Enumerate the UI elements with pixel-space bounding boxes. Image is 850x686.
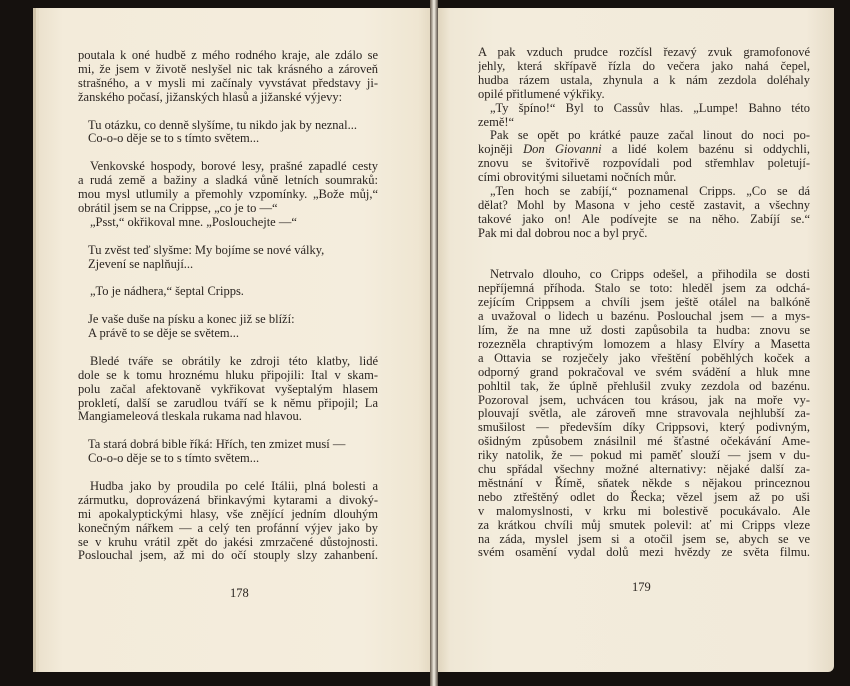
- text-line: ošidným způsobem znásilnil mé šťastné očekávání Ame-: [478, 434, 810, 449]
- verse-line: A právě to se děje se světem...: [88, 326, 239, 340]
- text-line: obrátil jsem se na Crippse, „co je to —“: [78, 200, 278, 215]
- text-line: cími obrovitými siluetami nočních můr.: [478, 170, 677, 185]
- text-line: dole se k tomu hroznému hluku připojili: Ital v skam-: [78, 367, 378, 382]
- text-line: se v kruhu vrátil zpět do jakési zmrzačené důstojnosti.: [78, 534, 378, 549]
- text-segment: a lidé kolem bazénu si oddychli,: [601, 142, 810, 157]
- text-line: Hudba jako by proudila po celé Itálii, plná bolesti a: [90, 478, 378, 493]
- text-line: na záda, myslel jsem si a otočil jsem se, abych se ve: [478, 531, 810, 546]
- text-line: odporný grand pokračoval ve svém svádění a hluk mne: [478, 364, 810, 379]
- italic-title: Don Giovanni: [523, 142, 602, 157]
- text-line: A pak vzduch prudce rozčísl řezavý zvuk gramofonové: [478, 45, 810, 59]
- text-line: zármutku, doprovázená břinkavými kytarami a divoký-: [78, 492, 378, 507]
- text-line: pohltil tak, že úplně přehlušil zvuky zezdola od bazénu.: [478, 378, 810, 393]
- text-line: a rudá země a bažiny a sladká vůně letních soumraků:: [78, 173, 378, 188]
- left-page: [33, 8, 432, 672]
- text-line: a Ottavia se rozječely jako vřeštění poběhlých koček a: [478, 350, 810, 365]
- verse-line: Tu zvěst teď slyšme: My bojíme se nové války,: [88, 242, 325, 257]
- verse-line: Zjevení se naplňují...: [88, 256, 194, 271]
- text-segment: kojněji: [478, 142, 524, 157]
- text-line: nebo ztřeštěný odlet do Řecka; vězel jsem až po uši: [478, 489, 810, 504]
- text-line: konečným nářkem — a celý ten profánní výjev jako by: [78, 520, 378, 535]
- text-line: země!“: [478, 114, 515, 129]
- text-line: takové jako on! Ale podívejte se na něho. Zabíjí se.“: [478, 211, 810, 226]
- text-line: prokletí, další se zarudlou tváří se k němu připojil; La: [78, 395, 378, 410]
- text-line: Pak mi dal dobrou noc a byl pryč.: [478, 225, 648, 240]
- text-line: a uvažoval o lidech u bazénu. Poslouchal jsem — a mys-: [478, 309, 810, 324]
- text-line: „Psst,“ okřikoval mne. „Poslouchejte —“: [90, 214, 297, 229]
- text-line: městnání v Římě, sňatek někde s nějakou princeznou: [478, 475, 810, 490]
- verse-line: Ta stará dobrá bible říká: Hřích, ten zmizet musí —: [88, 437, 346, 452]
- text-line: žanského počasí, jižanských hlasů a jižanské výjevy:: [78, 89, 343, 104]
- text-line: poutala k oné hudbě z mého rodného kraje, ale zdálo se: [78, 48, 378, 62]
- right-page: [436, 8, 834, 672]
- text-line: strašného, a v mysli mi začínaly vyvstávat představy ji-: [78, 75, 378, 90]
- text-line: riky natolik, že — pokud mi paměť slouží — jsem v du-: [478, 448, 810, 463]
- text-line: [478, 142, 810, 156]
- text-line: Pozoroval jsem, uchvácen tou krásou, jak na moře vy-: [478, 392, 810, 407]
- text-line: mi, že jsem v životě neslyšel nic tak krásného a zároveň: [78, 61, 378, 76]
- text-line: plouvají světla, ale zároveň mne stravovala nejhlubší za-: [478, 406, 810, 421]
- text-line: polu začal afektovaně vykřikovat vyšeptalým hlasem: [78, 381, 378, 396]
- text-line: svém osamění vydal dolů mezi hvězdy ze světa filmu.: [478, 545, 810, 560]
- text-line: hudba rázem ustala, zhynula a k nám zezdola doléhaly: [478, 72, 810, 87]
- text-line: Mangiameleová tleskala rukama nad hlavou.: [78, 409, 302, 424]
- text-line: Poslouchal jsem, až mi do očí stouply slzy zahanbení.: [78, 548, 378, 563]
- text-line: lím, že na mne už dosti zapůsobila ta hudba: znovu se: [478, 323, 810, 337]
- verse-line: Co-o-o děje se to s tímto světem...: [88, 131, 260, 146]
- book-spine: [430, 0, 438, 686]
- text-line: chu spřádal všechny možné alternativy: nějaké další za-: [478, 462, 810, 476]
- text-line: dělat? Mohl by Masona v jeho cestě zastavit, a všechny: [478, 197, 810, 212]
- text-line: „Ty špíno!“ Byl to Cassův hlas. „Lumpe! Bahno této: [490, 100, 810, 115]
- text-line: smušilost — především díky Crippsovi, který podivným,: [478, 420, 810, 435]
- page-number: 178: [230, 586, 249, 600]
- text-line: mi apokalyptickými hlasy, vše znějící jedním dlouhým: [78, 506, 378, 521]
- verse-line: Co-o-o děje se to s tímto světem...: [88, 451, 260, 466]
- text-line: mou mysl utlumily a přemohly vzpomínky. „Bože můj,“: [78, 187, 378, 201]
- text-line: „Ten hoch se zabíjí,“ poznamenal Cripps. „Co se dá: [490, 184, 810, 198]
- page-number: 179: [632, 580, 651, 594]
- text-line: za krátkou chvíli můj smutek polevil: ať mi Cripps vleze: [478, 517, 810, 532]
- verse-line: Tu otázku, co denně slyšíme, tu nikdo jak by neznal...: [88, 117, 357, 132]
- verse-line: Je vaše duše na písku a konec již se blíží:: [88, 312, 295, 327]
- text-line: v malomyslnosti, v krku mi bolestivě pocukávalo. Ale: [478, 503, 810, 518]
- text-line: rozezněla chraptivým lomozem a hlasy Elvíry a Masetta: [478, 336, 810, 351]
- text-line: zejícím Crippsem a chvíli jsem ještě otálel na balkóně: [478, 295, 810, 310]
- text-line: jehly, která skřípavě řízla do večera jako nahá čepel,: [478, 58, 810, 73]
- text-line: opilé přitlumené výkřiky.: [478, 86, 605, 101]
- text-line: Venkovské hospody, borové lesy, prašné zapadlé cesty: [90, 159, 378, 174]
- text-line: znovu se švitořivě rozpovídali pod střemhlav poletují-: [478, 156, 810, 171]
- text-line: Netrvalo dlouho, co Cripps odešel, a přihodila se dosti: [490, 267, 810, 282]
- text-line: nepříjemná příhoda. Stalo se toto: hleděl jsem za odchá-: [478, 281, 810, 296]
- text-line: Pak se opět po krátké pauze začal linout do noci po-: [490, 128, 810, 143]
- text-line: „To je nádhera,“ šeptal Cripps.: [90, 284, 244, 299]
- text-line: Bledé tváře se obrátily ke zdroji této klatby, lidé: [90, 353, 378, 368]
